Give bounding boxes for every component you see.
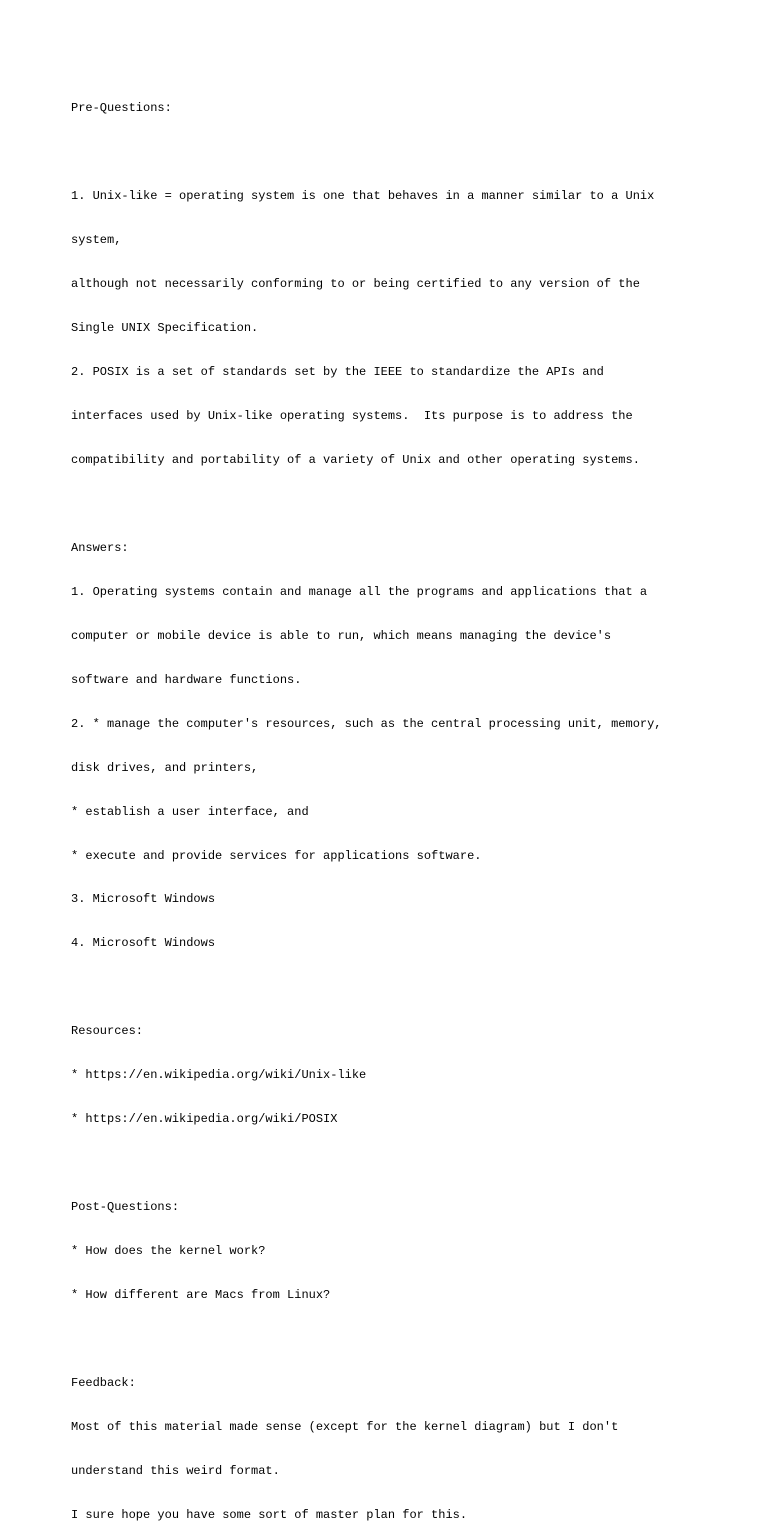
text-line: 1. Operating systems contain and manage all the programs and applications that a	[71, 584, 648, 599]
text-line: system,	[71, 233, 122, 248]
text-line: 1. Unix-like = operating system is one that behaves in a manner similar to a Unix	[71, 189, 655, 204]
text-line: computer or mobile device is able to run, which means managing the device's	[71, 628, 612, 643]
text-line: although not necessarily conforming to or being certified to any version of the	[71, 277, 640, 292]
blank-line	[71, 1156, 731, 1171]
resource-url: * https://en.wikipedia.org/wiki/Unix-like	[71, 1068, 367, 1083]
heading-pre-questions: Pre-Questions:	[71, 101, 172, 116]
heading-resources: Resources:	[71, 1024, 144, 1039]
text-line: Most of this material made sense (except for the kernel diagram) but I don't	[71, 1419, 619, 1434]
text-line: 2. * manage the computer's resources, such as the central processing unit, memory,	[71, 716, 662, 731]
blank-line	[71, 1332, 731, 1347]
text-line: compatibility and portability of a variety of Unix and other operating systems.	[71, 452, 640, 467]
text-line: * execute and provide services for applications software.	[71, 848, 482, 863]
text-line: * How different are Macs from Linux?	[71, 1288, 331, 1303]
heading-answers: Answers:	[71, 540, 129, 555]
text-line: interfaces used by Unix-like operating systems. Its purpose is to address the	[71, 408, 633, 423]
text-line: 4. Microsoft Windows	[71, 936, 216, 951]
text-line: Single UNIX Specification.	[71, 321, 259, 336]
text-line: 2. POSIX is a set of standards set by the IEEE to standardize the APIs and	[71, 365, 604, 380]
text-line: understand this weird format.	[71, 1463, 280, 1478]
text-line: * How does the kernel work?	[71, 1244, 266, 1259]
text-line: 3. Microsoft Windows	[71, 892, 216, 907]
blank-line	[71, 497, 731, 512]
heading-feedback: Feedback:	[71, 1375, 136, 1390]
document-body	[71, 72, 731, 1537]
text-line: disk drives, and printers,	[71, 760, 259, 775]
resource-url: * https://en.wikipedia.org/wiki/POSIX	[71, 1112, 338, 1127]
text-line: * establish a user interface, and	[71, 804, 309, 819]
blank-line	[71, 980, 731, 995]
text-line: software and hardware functions.	[71, 672, 302, 687]
heading-post-questions: Post-Questions:	[71, 1200, 180, 1215]
blank-line	[71, 145, 731, 160]
text-line: I sure hope you have some sort of master plan for this.	[71, 1507, 468, 1522]
